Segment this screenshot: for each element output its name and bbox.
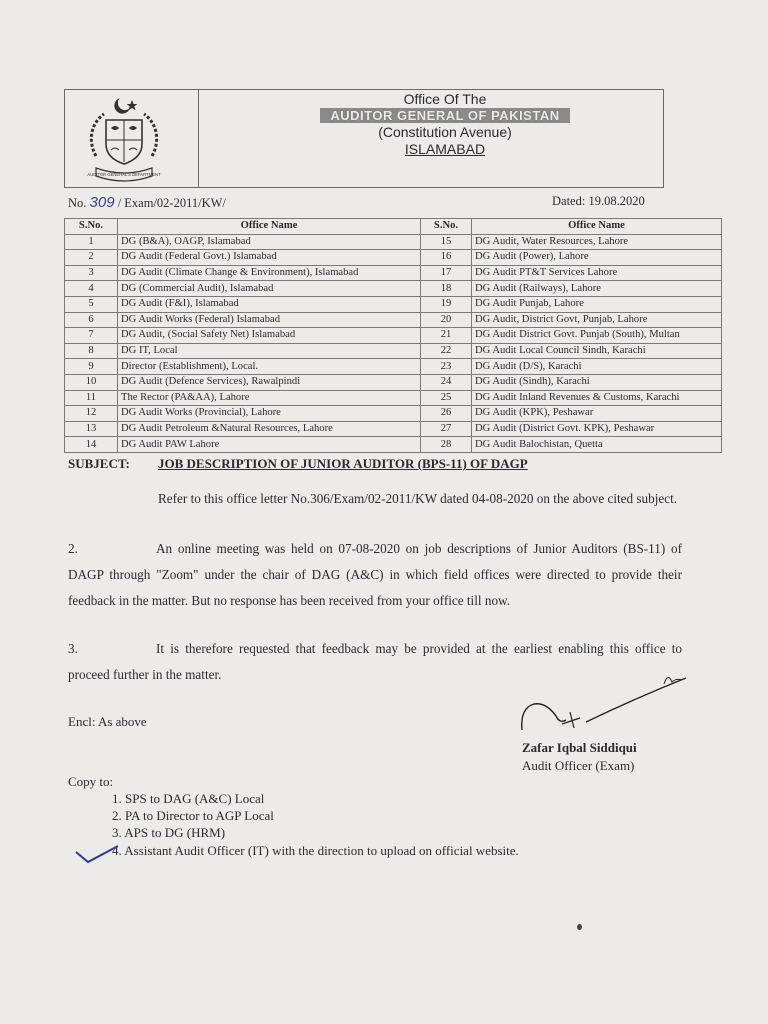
cell-sno: 6 <box>65 312 118 328</box>
table-row <box>65 265 722 281</box>
table-row <box>65 281 722 297</box>
cell-office-name: DG Audit (Power), Lahore <box>472 250 722 266</box>
cell-office-name: DG Audit (KPK), Peshawar <box>472 406 722 422</box>
column-header-office-name: Office Name <box>472 219 722 235</box>
cell-office-name: DG (Commercial Audit), Islamabad <box>118 281 421 297</box>
cell-sno: 11 <box>65 390 118 406</box>
signatory-name: Zafar Iqbal Siddiqui <box>522 740 637 755</box>
signatory-title: Audit Officer (Exam) <box>522 758 635 773</box>
cell-office-name: DG Audit, Water Resources, Lahore <box>472 234 722 250</box>
table-row <box>65 328 722 344</box>
table-row <box>65 406 722 422</box>
cell-office-name: DG Audit (Climate Change & Environment), Islamabad <box>118 265 421 281</box>
cell-office-name: DG Audit (District Govt. KPK), Peshawar <box>472 421 722 437</box>
letterhead-city: ISLAMABAD <box>404 141 486 157</box>
cell-sno: 7 <box>65 328 118 344</box>
cell-sno: 3 <box>65 265 118 281</box>
cell-sno: 1 <box>65 234 118 250</box>
cell-office-name: DG Audit PT&T Services Lahore <box>472 265 722 281</box>
cell-sno: 9 <box>65 359 118 375</box>
cell-sno: 17 <box>421 265 472 281</box>
cell-sno: 19 <box>421 296 472 312</box>
cell-sno: 18 <box>421 281 472 297</box>
cell-office-name: DG Audit (Railways), Lahore <box>472 281 722 297</box>
cell-office-name: DG IT, Local <box>118 343 421 359</box>
reference-prefix: No. <box>68 196 90 210</box>
cell-office-name: DG Audit Works (Federal) Islamabad <box>118 312 421 328</box>
cell-office-name: DG Audit (Sindh), Karachi <box>472 374 722 390</box>
copy-item: 4. Assistant Audit Officer (IT) with the direction to upload on official website. <box>112 843 519 858</box>
cell-sno: 2 <box>65 250 118 266</box>
table-row <box>65 359 722 375</box>
cell-sno: 28 <box>421 437 472 453</box>
paragraph-number: 3. <box>68 641 78 656</box>
cell-sno: 20 <box>421 312 472 328</box>
cell-sno: 25 <box>421 390 472 406</box>
paragraph-2 <box>68 536 682 614</box>
table-row <box>65 421 722 437</box>
copy-item: 1. SPS to DAG (A&C) Local <box>112 791 265 806</box>
table-row <box>65 390 722 406</box>
cell-sno: 10 <box>65 374 118 390</box>
paragraph-1: Refer to this office letter No.306/Exam/02-2011/KW dated 04-08-2020 on the above cited subject. <box>158 491 678 506</box>
handwritten-number: 309 <box>89 194 115 211</box>
subject-text: JOB DESCRIPTION OF JUNIOR AUDITOR (BPS-11) OF DAGP <box>158 456 528 471</box>
column-header-sno: S.No. <box>65 219 118 235</box>
table-row <box>65 234 722 250</box>
cell-office-name: DG Audit PAW Lahore <box>118 437 421 453</box>
cell-sno: 13 <box>65 421 118 437</box>
cell-sno: 27 <box>421 421 472 437</box>
column-header-office-name: Office Name <box>118 219 421 235</box>
ink-speck <box>577 924 582 930</box>
cell-sno: 8 <box>65 343 118 359</box>
handwritten-signature <box>516 668 696 738</box>
letterhead-organization: AUDITOR GENERAL OF PAKISTAN <box>320 108 570 123</box>
reference-number <box>68 194 226 211</box>
table-row <box>65 374 722 390</box>
copy-item: 3. APS to DG (HRM) <box>112 825 226 840</box>
cell-office-name: DG Audit, (Social Safety Net) Islamabad <box>118 328 421 344</box>
cell-office-name: DG Audit Local Council Sindh, Karachi <box>472 343 722 359</box>
letterhead-address: (Constitution Avenue) <box>378 124 512 140</box>
cell-sno: 14 <box>65 437 118 453</box>
letterhead-office-of: Office Of The <box>403 91 487 107</box>
reference-date: Dated: 19.08.2020 <box>552 194 645 208</box>
paragraph-text: An online meeting was held on 07-08-2020 on job descriptions of Junior Auditors (BS-11) of DAGP through "Zoom" under the chair of DAG (A&C) in which field offices were directed to provide their feedback in the matter. But no response has been received from your office till now. <box>68 541 682 608</box>
cell-office-name: Director (Establishment), Local. <box>118 359 421 375</box>
copy-to-label: Copy to: <box>68 774 114 789</box>
cell-sno: 22 <box>421 343 472 359</box>
letterhead-divider <box>198 89 199 188</box>
cell-office-name: DG Audit (F&I), Islamabad <box>118 296 421 312</box>
cell-office-name: DG Audit Works (Provincial), Lahore <box>118 406 421 422</box>
cell-office-name: DG Audit (Federal Govt.) Islamabad <box>118 250 421 266</box>
enclosure-note: Encl: As above <box>68 714 147 729</box>
cell-sno: 4 <box>65 281 118 297</box>
emblem-scroll-text: AUDITOR GENERAL'S DEPARTMENT <box>87 172 161 177</box>
cell-sno: 12 <box>65 406 118 422</box>
cell-office-name: DG Audit Inland Revenues & Customs, Karachi <box>472 390 722 406</box>
cell-sno: 23 <box>421 359 472 375</box>
cell-sno: 24 <box>421 374 472 390</box>
checkmark-icon <box>74 842 120 864</box>
copy-item: 2. PA to Director to AGP Local <box>112 808 274 823</box>
cell-office-name: DG Audit District Govt. Punjab (South), Multan <box>472 328 722 344</box>
cell-office-name: DG Audit Petroleum &Natural Resources, Lahore <box>118 421 421 437</box>
table-row <box>65 250 722 266</box>
cell-sno: 26 <box>421 406 472 422</box>
column-header-sno: S.No. <box>421 219 472 235</box>
office-table <box>64 218 722 453</box>
cell-sno: 15 <box>421 234 472 250</box>
cell-sno: 16 <box>421 250 472 266</box>
cell-office-name: DG Audit Balochistan, Quetta <box>472 437 722 453</box>
cell-sno: 5 <box>65 296 118 312</box>
cell-office-name: The Rector (PA&AA), Lahore <box>118 390 421 406</box>
cell-office-name: DG Audit, District Govt, Punjab, Lahore <box>472 312 722 328</box>
cell-office-name: DG Audit Punjab, Lahore <box>472 296 722 312</box>
department-emblem-icon <box>82 94 166 186</box>
table-header-row <box>65 219 722 235</box>
cell-office-name: DG (B&A), OAGP, Islamabad <box>118 234 421 250</box>
letterhead-rule <box>64 187 664 188</box>
paragraph-number: 2. <box>68 541 78 556</box>
reference-suffix: / Exam/02-2011/KW/ <box>114 196 226 210</box>
table-row <box>65 312 722 328</box>
table-row <box>65 343 722 359</box>
paragraph-text: It is therefore requested that feedback may be provided at the earliest enabling this office to proceed further in the matter. <box>68 641 682 682</box>
cell-sno: 21 <box>421 328 472 344</box>
cell-office-name: DG Audit (D/S), Karachi <box>472 359 722 375</box>
table-row <box>65 437 722 453</box>
cell-office-name: DG Audit (Defence Services), Rawalpindi <box>118 374 421 390</box>
subject-label: SUBJECT: <box>68 456 130 471</box>
table-row <box>65 296 722 312</box>
